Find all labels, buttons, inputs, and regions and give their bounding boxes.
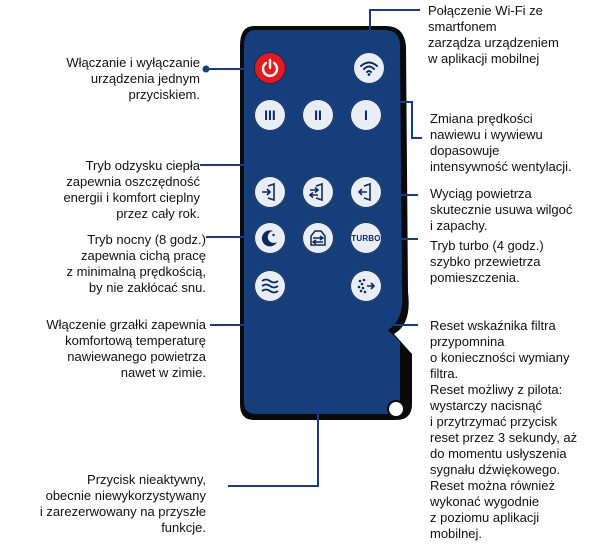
label-inactive: Przycisk nieaktywny, obecnie niewykorzystywany i zarezerwowany na przyszłe funkcje. <box>39 472 206 535</box>
wifi-button[interactable] <box>353 52 385 84</box>
speed-3-button[interactable]: III <box>254 99 286 131</box>
leader-heater <box>210 300 272 325</box>
supply-air-icon <box>260 182 280 202</box>
leader-power-dot <box>204 67 209 72</box>
exhaust-icon <box>356 182 376 202</box>
wifi-icon <box>359 60 379 76</box>
label-exhaust: Wyciąg powietrza skutecznie usuwa wilgoć i zapachy. <box>430 186 573 233</box>
turbo-button[interactable]: TURBO <box>350 222 382 254</box>
label-turbo: Tryb turbo (4 godz.) szybko przewietrza pomieszczenia. <box>430 238 544 285</box>
exhaust-button[interactable] <box>350 176 382 208</box>
speed-2-button[interactable]: II <box>302 99 334 131</box>
label-heater: Włączenie grzałki zapewnia komfortową temperaturę nawiewanego powietrza nawet w zimie. <box>46 317 206 380</box>
label-filter-reset: Reset wskaźnika filtra przypomnina o konieczności wymiany filtra. Reset możliwy z pilota: wystarczy nacisnąć i przytrzymać przycisk reset przez 3 sekundy, aż do momentu usłyszenia sygnału dźwiękowego. Reset można również wykonać wygodnie z poziomu aplikacji mobilnej. <box>430 318 578 541</box>
label-heat-recovery: Tryb odzysku ciepła zapewnia oszczędność energii i komfort cieplny przez cały rok. <box>63 158 200 221</box>
leader-wifi <box>370 10 420 43</box>
filter-reset-icon <box>356 276 376 296</box>
night-mode-button[interactable] <box>254 222 286 254</box>
speed-1-button[interactable]: I <box>350 99 382 131</box>
label-speed: Zmiana prędkości nawiewu i wywiewu dopasowuje intensywność wentylacji. <box>430 111 572 174</box>
heater-icon <box>260 277 280 295</box>
label-night: Tryb nocny (8 godz.) zapewnia cichą pracę z minimalną prędkością, by nie zakłócać snu. <box>66 232 206 295</box>
leader-filter <box>366 301 418 325</box>
leader-recovery <box>200 165 318 178</box>
label-wifi: Połączenie Wi-Fi ze smartfonem zarządza urządzeniem w aplikacji mobilnej <box>428 3 559 66</box>
night-mode-icon <box>260 228 280 248</box>
heat-recovery-button[interactable] <box>302 176 334 208</box>
heat-recovery-icon <box>308 182 328 202</box>
heater-button[interactable] <box>254 270 286 302</box>
label-power: Włączanie i wyłączanie urządzenia jednym przyciskiem. <box>66 55 200 102</box>
power-button[interactable] <box>254 52 286 84</box>
inactive-button[interactable] <box>302 222 334 254</box>
filter-reset-button[interactable] <box>350 270 382 302</box>
inactive-icon <box>308 228 328 248</box>
supply-air-button[interactable] <box>254 176 286 208</box>
power-icon <box>260 58 280 78</box>
